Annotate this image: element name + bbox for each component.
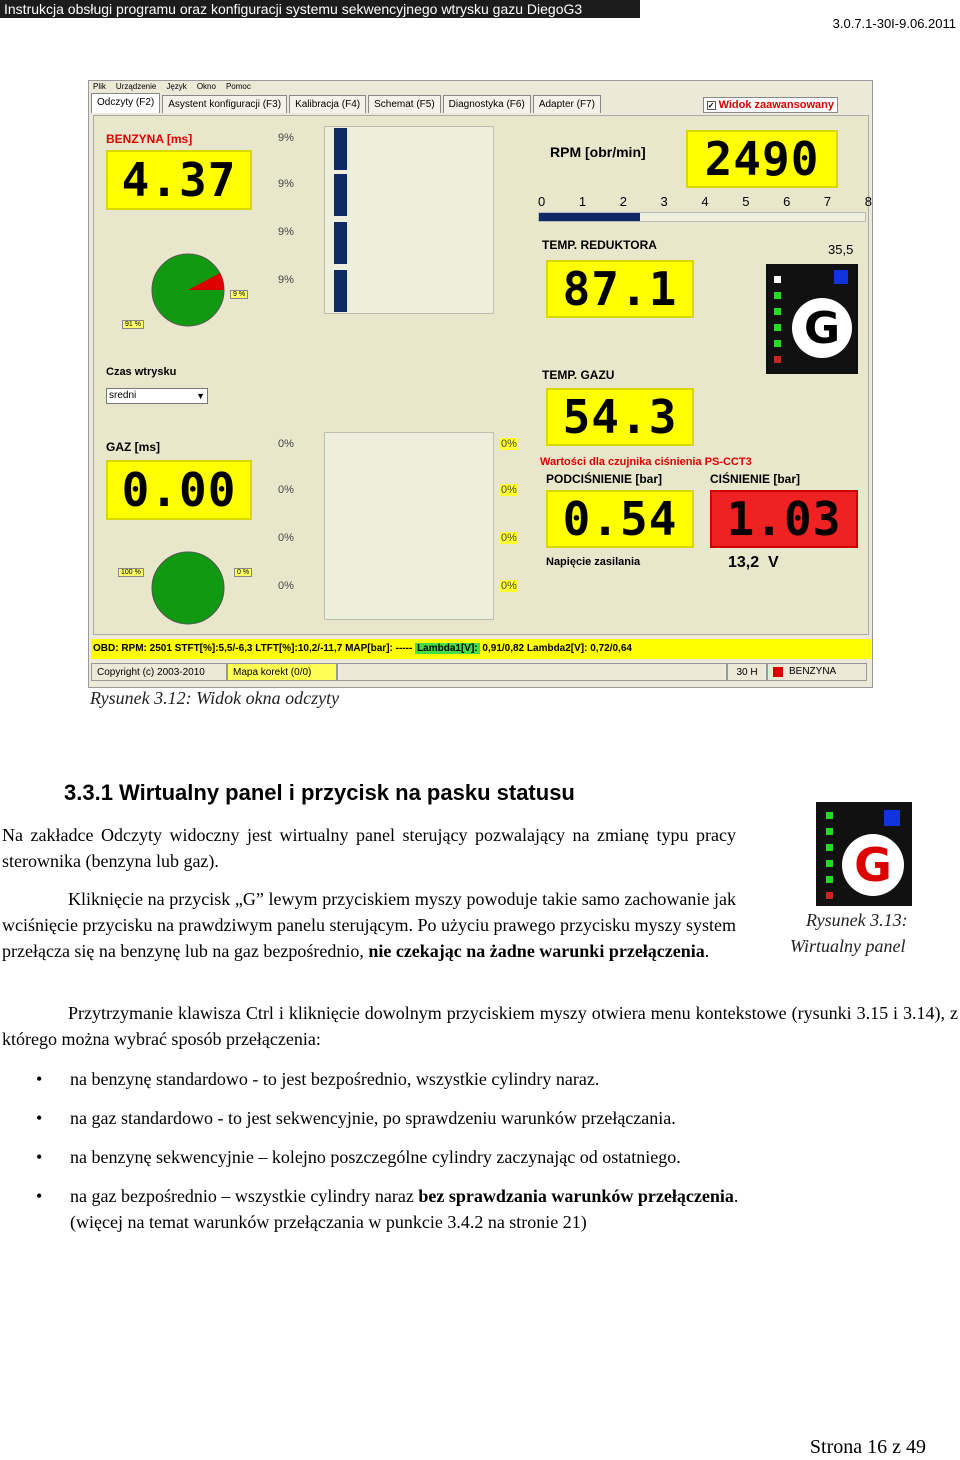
cisnienie-label: CIŚNIENIE [bar] [710, 472, 801, 486]
cisnienie-display: 1.03 [710, 490, 858, 548]
document-version: 3.0.7.1-30I-9.06.2011 [832, 16, 956, 31]
gaz-pct-left-4: 0% [278, 580, 294, 592]
benzyna-bar-area [324, 126, 494, 314]
led-indicator [826, 844, 833, 851]
benzyna-bar-1 [334, 128, 347, 170]
led-indicator [826, 812, 833, 819]
checkbox-check-icon: ✓ [707, 100, 715, 110]
obd-status-line [91, 639, 871, 659]
gaz-pct-right-1: 0% [501, 438, 517, 450]
list-item-text: na benzynę sekwencyjnie – kolejno poszczególne cylindry zaczynając od ostatniego. [70, 1147, 681, 1167]
list-item-text-bold: bez sprawdzania warunków przełączenia [418, 1186, 734, 1206]
tab-odczyty[interactable]: Odczyty (F2) [91, 93, 160, 113]
figure-caption-3-13-line2: Wirtualny panel [790, 936, 906, 956]
list-item-text-plain: na gaz bezpośrednio – wszystkie cylindry naraz [70, 1186, 419, 1206]
led-indicator [774, 276, 781, 283]
menu-device[interactable]: Urządzenie [115, 82, 157, 91]
list-item-text: na benzynę standardowo - to jest bezpośrednio, wszystkie cylindry naraz. [70, 1069, 600, 1089]
paragraph-2-end: . [704, 941, 710, 961]
g-button[interactable]: G [792, 298, 852, 358]
czas-wtrysku-value: sredni [109, 390, 137, 401]
led-indicator [774, 356, 781, 363]
blue-led-indicator [884, 810, 900, 826]
advanced-view-checkbox[interactable] [703, 97, 838, 113]
rpm-tick: 2 [619, 194, 627, 209]
status-mapa-korekt[interactable]: Mapa korekt (0/0) [227, 663, 337, 681]
menu-window[interactable]: Okno [196, 82, 216, 91]
gaz-pct-left-1: 0% [278, 438, 294, 450]
page-number: Strona 16 z 49 [809, 1436, 926, 1458]
figure-caption-3-13-line1: Rysunek 3.13: [806, 910, 908, 930]
menu-bar [89, 81, 872, 93]
rpm-tick: 5 [742, 194, 750, 209]
temp-gazu-label: TEMP. GAZU [542, 368, 615, 382]
led-indicator [826, 876, 833, 883]
obd-lambda1: Lambda1[V]: [417, 643, 478, 654]
rpm-tick: 6 [783, 194, 791, 209]
benzyna-pct-3: 9% [278, 226, 294, 238]
document-header-title: Instrukcja obsługi programu oraz konfiguracji systemu sekwencyjnego wtrysku gazu DiegoG3 [0, 0, 640, 18]
gaz-pct-right-3: 0% [501, 532, 517, 544]
list-item-text [70, 1183, 738, 1209]
advanced-view-label: Widok zaawansowany [718, 99, 834, 111]
gaz-display: 0.00 [106, 460, 252, 520]
temp-reduktora-display: 87.1 [546, 260, 694, 318]
led-indicator [826, 860, 833, 867]
rpm-bar-fill [539, 213, 640, 221]
sensor-label: Wartości dla czujnika ciśnienia PS-CCT3 [540, 456, 752, 468]
status-hours: 30 H [727, 663, 767, 681]
podcisnienie-display: 0.54 [546, 490, 694, 548]
rpm-display: 2490 [686, 130, 838, 188]
czas-wtrysku-label: Czas wtrysku [106, 366, 177, 378]
bullet-icon: • [36, 1069, 43, 1089]
g-button[interactable]: G [842, 834, 904, 896]
obd-rest: 0,91/0,82 Lambda2[V]: 0,72/0,64 [479, 643, 632, 654]
tab-asystent[interactable]: Asystent konfiguracji (F3) [162, 95, 287, 113]
status-fuel-label: BENZYNA [789, 666, 837, 677]
led-indicator [774, 308, 781, 315]
paragraph-2-bold: nie czekając na żadne warunki przełączenia [368, 941, 705, 961]
virtual-panel[interactable] [766, 264, 858, 374]
menu-help[interactable]: Pomoc [225, 82, 251, 91]
status-bar [91, 663, 871, 683]
rpm-tick: 8 [864, 194, 872, 209]
menu-language[interactable]: Język [166, 82, 187, 91]
gaz-bar-area [324, 432, 494, 620]
blue-led-indicator [834, 270, 848, 284]
rpm-ticks [538, 194, 872, 209]
paragraph-1: Na zakładce Odczyty widoczny jest wirtualny panel sterujący pozwalający na zmianę typu pracy sterownika (benzyna lub gaz). [2, 825, 736, 871]
benzyna-pie-label-green: 91 % [122, 320, 144, 329]
led-indicator [826, 828, 833, 835]
podcisnienie-label: PODCIŚNIENIE [bar] [546, 472, 663, 486]
rpm-label: RPM [obr/min] [550, 144, 646, 160]
napiecie-value: 13,2 V [728, 554, 779, 571]
gaz-pie-green [152, 552, 224, 624]
section-heading: 3.3.1 Wirtualny panel i przycisk na pasku statusu [64, 780, 575, 805]
benzyna-bar-2 [334, 174, 347, 216]
led-indicator [826, 892, 833, 899]
readings-panel [93, 115, 872, 635]
list-item-text-end: . [733, 1186, 739, 1206]
benzyna-pie-chart [150, 252, 226, 328]
gaz-pie-label-green: 100 % [118, 568, 144, 577]
rpm-tick: 1 [578, 194, 587, 209]
benzyna-pie-label-red: 9 % [230, 290, 248, 299]
benzyna-pct-2: 9% [278, 178, 294, 190]
bullet-icon: • [36, 1147, 43, 1167]
benzyna-display: 4.37 [106, 150, 252, 210]
tab-kalibracja[interactable]: Kalibracja (F4) [289, 95, 366, 113]
gaz-pct-right-4: 0% [501, 580, 517, 592]
fuel-indicator-icon [773, 667, 783, 677]
gaz-pct-left-2: 0% [278, 484, 294, 496]
status-spacer [337, 663, 727, 681]
rpm-tick: 7 [823, 194, 832, 209]
gaz-label: GAZ [ms] [106, 440, 160, 454]
benzyna-pct-1: 9% [278, 132, 294, 144]
benzyna-bar-3 [334, 222, 347, 264]
paragraph-2 [2, 886, 736, 964]
gaz-pct-left-3: 0% [278, 532, 294, 544]
czas-wtrysku-select[interactable] [106, 388, 208, 404]
rpm-tick: 4 [701, 194, 709, 209]
paragraph-3: Przytrzymanie klawisza Ctrl i kliknięcie dowolnym przyciskiem myszy otwiera menu kontekstowe (rysunki 3.15 i 3.14), z którego można wybrać sposób przełączenia: [2, 1003, 958, 1049]
rpm-bar-track [538, 212, 866, 222]
benzyna-bar-4 [334, 270, 347, 312]
bullet-icon: • [36, 1186, 43, 1206]
temp-reduktora-small: 35,5 [828, 242, 854, 257]
napiecie-label: Napięcie zasilania [546, 556, 641, 568]
list-item-text-line2: (więcej na temat warunków przełączania w punkcie 3.4.2 na stronie 21) [70, 1212, 587, 1232]
tab-bar [89, 93, 872, 113]
status-fuel-button[interactable] [767, 663, 867, 681]
benzyna-label: BENZYNA [ms] [106, 132, 193, 146]
benzyna-pct-4: 9% [278, 274, 294, 286]
chevron-down-icon: ▼ [196, 391, 205, 401]
bullet-icon: • [36, 1108, 43, 1128]
app-window-screenshot [88, 80, 873, 688]
temp-reduktora-label: TEMP. REDUKTORA [542, 238, 657, 252]
tab-diagnostyka[interactable]: Diagnostyka (F6) [443, 95, 531, 113]
list-item-text: na gaz standardowo - to jest sekwencyjnie, po sprawdzeniu warunków przełączania. [70, 1108, 676, 1128]
rpm-tick: 3 [660, 194, 668, 209]
rpm-tick: 0 [538, 194, 546, 209]
virtual-panel-figure[interactable] [816, 802, 912, 906]
menu-file[interactable]: Plik [93, 82, 106, 91]
figure-caption-3-12: Rysunek 3.12: Widok okna odczyty [90, 688, 340, 708]
gaz-pie-label-red: 0 % [234, 568, 252, 577]
tab-adapter[interactable]: Adapter (F7) [533, 95, 601, 113]
tab-schemat[interactable]: Schemat (F5) [368, 95, 441, 113]
obd-text: OBD: RPM: 2501 STFT[%]:5,5/-6,3 LTFT[%]:10,2/-11,7 MAP[bar]: ----- [93, 643, 413, 654]
temp-gazu-display: 54.3 [546, 388, 694, 446]
gaz-pct-right-2: 0% [501, 484, 517, 496]
led-indicator [774, 292, 781, 299]
gaz-pie-chart [150, 550, 226, 626]
led-indicator [774, 324, 781, 331]
status-copyright: Copyright (c) 2003-2010 [91, 663, 227, 681]
paragraph-2-text: Kliknięcie na przycisk „G” lewym przyciskiem myszy powoduje takie samo zachowanie jak wciśnięcie przycisku na prawdziwym panelu sterującym. Po użyciu prawego przycisku myszy system przełącza się na benzynę lub na gaz bezpośrednio, [2, 889, 736, 961]
led-indicator [774, 340, 781, 347]
